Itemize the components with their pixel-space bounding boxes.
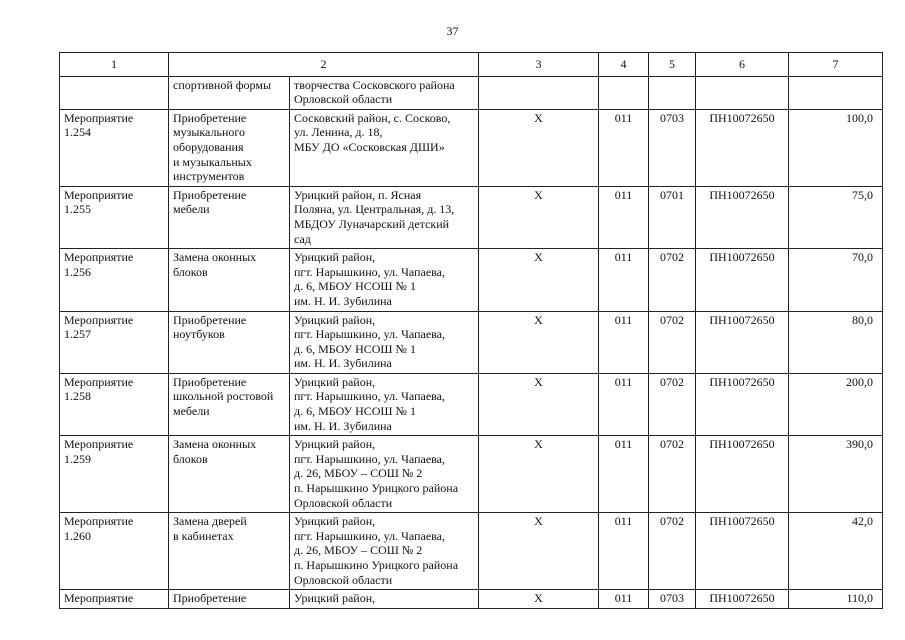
address-cell: Сосковский район, с. Сосково, ул. Ленина, д. 18, МБУ ДО «Сосковская ДШИ»	[290, 109, 479, 186]
col-6-cell: ПН10072650	[696, 249, 789, 311]
col-6-cell: ПН10072650	[696, 513, 789, 590]
col-5-cell	[649, 76, 696, 109]
col-5-cell: 0703	[649, 590, 696, 609]
table-body	[60, 76, 883, 608]
address-cell: Урицкий район, пгт. Нарышкино, ул. Чапаева, д. 6, МБОУ НСОШ № 1 им. Н. И. Зубилина	[290, 311, 479, 373]
event-id-cell: Мероприятие 1.260	[60, 513, 169, 590]
col-5-cell: 0702	[649, 249, 696, 311]
amount-cell: 75,0	[789, 186, 883, 248]
amount-cell: 390,0	[789, 436, 883, 513]
event-id-cell: Мероприятие 1.258	[60, 373, 169, 435]
col-4-cell: 011	[599, 311, 649, 373]
amount-cell: 200,0	[789, 373, 883, 435]
col-4-cell: 011	[599, 249, 649, 311]
col-6-cell	[696, 76, 789, 109]
event-id-cell: Мероприятие 1.259	[60, 436, 169, 513]
event-id-cell: Мероприятие 1.255	[60, 186, 169, 248]
event-id-cell: Мероприятие 1.254	[60, 109, 169, 186]
col-6-cell: ПН10072650	[696, 436, 789, 513]
event-name-cell: Приобретение мебели	[169, 186, 290, 248]
col-5-cell: 0702	[649, 436, 696, 513]
col-5-cell: 0702	[649, 373, 696, 435]
event-id-cell	[60, 76, 169, 109]
event-name-cell: Замена оконных блоков	[169, 436, 290, 513]
col-3-cell: Х	[479, 109, 599, 186]
page-number: 37	[446, 24, 459, 38]
col-4-cell	[599, 76, 649, 109]
table-row	[60, 513, 883, 590]
col-5-cell: 0701	[649, 186, 696, 248]
budget-table	[59, 52, 883, 609]
column-number-row	[60, 53, 883, 77]
event-name-cell: Замена дверей в кабинетах	[169, 513, 290, 590]
col-6-header: 6	[696, 53, 789, 77]
col-5-cell: 0702	[649, 513, 696, 590]
col-2-header: 2	[169, 53, 479, 77]
amount-cell: 80,0	[789, 311, 883, 373]
table-row	[60, 186, 883, 248]
col-4-cell: 011	[599, 513, 649, 590]
col-3-cell: Х	[479, 436, 599, 513]
col-6-cell: ПН10072650	[696, 186, 789, 248]
address-cell: Урицкий район, пгт. Нарышкино, ул. Чапаева, д. 6, МБОУ НСОШ № 1 им. Н. И. Зубилина	[290, 373, 479, 435]
col-6-cell: ПН10072650	[696, 311, 789, 373]
col-3-cell	[479, 76, 599, 109]
event-name-cell: Приобретение ноутбуков	[169, 311, 290, 373]
event-name-cell: спортивной формы	[169, 76, 290, 109]
col-3-cell: Х	[479, 311, 599, 373]
col-3-header: 3	[479, 53, 599, 77]
col-5-cell: 0703	[649, 109, 696, 186]
event-name-cell: Приобретение	[169, 590, 290, 609]
table-row	[60, 76, 883, 109]
col-3-cell: Х	[479, 249, 599, 311]
event-name-cell: Приобретение музыкального оборудования и музыкальных инструментов	[169, 109, 290, 186]
event-name-cell: Замена оконных блоков	[169, 249, 290, 311]
col-4-cell: 011	[599, 373, 649, 435]
table-row	[60, 249, 883, 311]
col-4-cell: 011	[599, 436, 649, 513]
col-1-header: 1	[60, 53, 169, 77]
event-id-cell: Мероприятие 1.257	[60, 311, 169, 373]
event-id-cell: Мероприятие 1.256	[60, 249, 169, 311]
col-7-header: 7	[789, 53, 883, 77]
amount-cell	[789, 76, 883, 109]
col-5-cell: 0702	[649, 311, 696, 373]
address-cell: Урицкий район, пгт. Нарышкино, ул. Чапаева, д. 26, МБОУ – СОШ № 2 п. Нарышкино Урицкого района Орловской области	[290, 513, 479, 590]
col-4-cell: 011	[599, 109, 649, 186]
event-name-cell: Приобретение школьной ростовой мебели	[169, 373, 290, 435]
amount-cell: 42,0	[789, 513, 883, 590]
address-cell: Урицкий район,	[290, 590, 479, 609]
col-3-cell: Х	[479, 590, 599, 609]
amount-cell: 100,0	[789, 109, 883, 186]
table-row	[60, 109, 883, 186]
address-cell: творчества Сосковского района Орловской области	[290, 76, 479, 109]
table-row	[60, 590, 883, 609]
col-6-cell: ПН10072650	[696, 590, 789, 609]
address-cell: Урицкий район, п. Ясная Поляна, ул. Центральная, д. 13, МБДОУ Луначарский детский сад	[290, 186, 479, 248]
address-cell: Урицкий район, пгт. Нарышкино, ул. Чапаева, д. 6, МБОУ НСОШ № 1 им. Н. И. Зубилина	[290, 249, 479, 311]
event-id-cell: Мероприятие	[60, 590, 169, 609]
col-4-cell: 011	[599, 590, 649, 609]
col-4-cell: 011	[599, 186, 649, 248]
amount-cell: 70,0	[789, 249, 883, 311]
col-3-cell: Х	[479, 186, 599, 248]
table-row	[60, 436, 883, 513]
table-row	[60, 311, 883, 373]
col-3-cell: Х	[479, 513, 599, 590]
address-cell: Урицкий район, пгт. Нарышкино, ул. Чапаева, д. 26, МБОУ – СОШ № 2 п. Нарышкино Урицкого района Орловской области	[290, 436, 479, 513]
col-6-cell: ПН10072650	[696, 373, 789, 435]
amount-cell: 110,0	[789, 590, 883, 609]
table-row	[60, 373, 883, 435]
col-5-header: 5	[649, 53, 696, 77]
col-6-cell: ПН10072650	[696, 109, 789, 186]
col-3-cell: Х	[479, 373, 599, 435]
col-4-header: 4	[599, 53, 649, 77]
